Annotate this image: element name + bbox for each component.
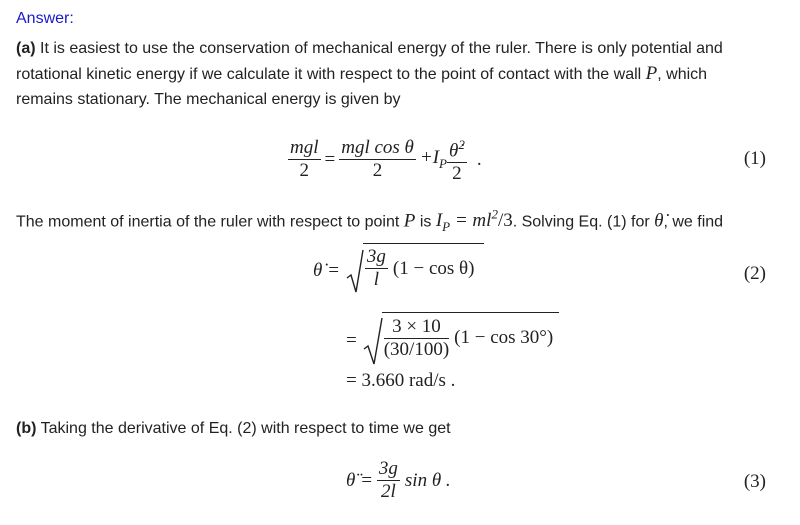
eq2-line2-num: 3 × 10: [384, 316, 449, 339]
eq2-den: l: [373, 269, 380, 290]
part-b-paragraph: [16, 416, 451, 441]
eq2-line-3: = 3.660 rad/s .: [346, 370, 456, 391]
point-p: P: [645, 63, 658, 84]
eq1-lhs-den: 2: [299, 160, 309, 182]
eq1-plus-term: $+I_P$: [419, 147, 447, 172]
eq3-rest: sin θ .: [404, 469, 451, 491]
part-a-paragraph: [16, 36, 756, 112]
part-a-text-2: , which remains stationary. The mechanical energy is given by: [16, 66, 708, 108]
answer-label: Answer:: [16, 10, 74, 27]
eq3-number: (3): [743, 471, 766, 492]
eq1-period: .: [476, 148, 482, 170]
eq3-den: 2l: [381, 481, 396, 502]
eq3-num: 3g: [378, 458, 398, 479]
equation-2: [313, 248, 484, 294]
eq1-theta-den: 2: [452, 163, 462, 185]
moment-point-p: P: [403, 210, 416, 232]
equation-3: [346, 458, 451, 503]
part-b-label: (b): [16, 420, 37, 437]
eq2-fraction: [365, 246, 388, 291]
eq1-number: (1): [743, 148, 766, 169]
eq3-fraction: [377, 458, 400, 503]
sqrt-sign-1: [346, 248, 364, 294]
eq3-lhs: θ̈ =: [346, 469, 373, 491]
eq1-lhs-fraction: [288, 137, 321, 182]
eq2-line2-fraction: [384, 316, 449, 361]
eq2-paren: (1 − cos θ): [392, 257, 475, 279]
eq2-num: 3g: [366, 246, 386, 267]
sqrt-content-1: [363, 243, 485, 291]
sqrt-content-2: [382, 312, 559, 361]
moment-text-2: is: [419, 213, 432, 231]
part-a-label: (a): [16, 40, 36, 57]
eq1-theta-num: θ̇$^2$: [447, 134, 467, 163]
part-b-text: Taking the derivative of Eq. (2) with respect to time we get: [40, 420, 451, 437]
eq1-rhs-den: 2: [372, 160, 383, 182]
moment-paragraph: [16, 202, 786, 239]
eq2-line2-den: (30/100): [383, 338, 450, 360]
eq2-line2-eq: =: [346, 330, 357, 351]
part-a-text-1: It is easiest to use the conservation of mechanical energy of the ruler. There is only potential and rotational kinetic energy if we calculate it with respect to the point of contact with the wall: [16, 40, 723, 83]
eq1-rhs-num: mgl cos θ: [341, 137, 414, 159]
moment-theta-dot: θ̇: [654, 210, 664, 232]
equation-2-line-2: [346, 316, 559, 366]
moment-text-4: , we find: [663, 213, 724, 231]
moment-text-3: . Solving Eq. (1) for: [512, 213, 650, 231]
eq1-lhs-num: mgl: [290, 137, 319, 159]
eq2-lhs: θ̇ =: [313, 260, 340, 281]
equation-1: $\frac{\text{mgl}}{2}$ = $\frac{\text{mgl cos θ}}{2}$ $+I_P$ $\frac{\thetȧ^2}{2}$ .: [288, 134, 482, 185]
eq1-theta-fraction: [447, 134, 467, 185]
eq2-number: (2): [743, 263, 766, 284]
sqrt-sign-2: [363, 316, 383, 366]
eq1-rhs-fraction: [339, 137, 416, 182]
eq2-line2-paren: (1 − cos 30°): [454, 327, 554, 348]
moment-text-1: The moment of inertia of the ruler with respect to point: [16, 213, 400, 231]
moment-formula: $I_P = ml^2/3$: [435, 207, 513, 235]
